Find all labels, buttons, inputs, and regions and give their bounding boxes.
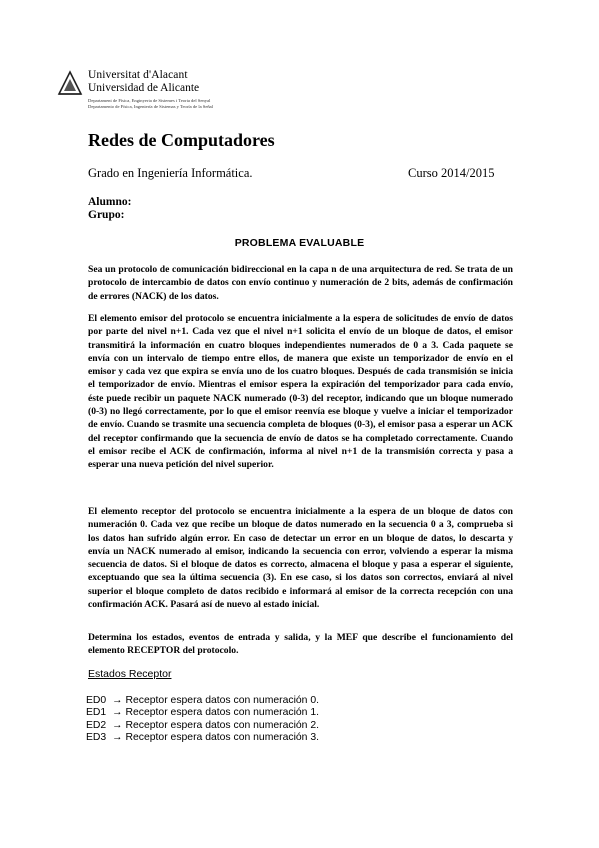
state-description: Receptor espera datos con numeración 1.	[125, 707, 319, 719]
department-name-valencian: Departament de Física, Enginyeria de Sistemes i Teoria del Senyal	[88, 98, 211, 103]
arrow-right-icon: →	[112, 719, 123, 731]
university-logo-icon	[57, 70, 83, 96]
arrow-right-icon: →	[112, 707, 123, 719]
list-item	[86, 732, 319, 744]
emitter-paragraph: El elemento emisor del protocolo se encuentra inicialmente a la espera de solicitudes de envío de datos por parte del nivel n+1. Cada vez que el nivel n+1 solicita el envío de un bloque de datos, el emisor transmitirá la información en cuatro bloques independientes numerados de 0 a 3. Cada paquete se envía con un intervalo de tiempo entre ellos, de manera que existe un temporizador de envío en el emisor y cada vez que expira se envía uno de los cuatro bloques. Después de cada transmisión se inicia el temporizador de envío. Mientras el emisor espera la expiración del temporizador para cada envío, éste puede recibir un paquete NACK numerado (0-3) del receptor, indicando que un bloque numerado (0-3) no llegó correctamente, por lo que el emisor reenvía ese bloque y vuelve a iniciar el temporizador de envío. Cuando se trasmite una secuencia completa de bloques (0-3), el emisor pasa a esperar un ACK del receptor confirmando que la secuencia de envío de datos se ha completado correctamente. Cuando el emisor recibe el ACK de confirmación, informa al nivel n+1 de la transmisión correcta y pasa a esperar una nueva petición del nivel superior.	[88, 313, 513, 471]
arrow-right-icon: →	[112, 731, 123, 743]
states-list	[86, 695, 319, 744]
intro-paragraph: Sea un protocolo de comunicación bidireccional en la capa n de una arquitectura de red. Se trata de un protocolo de intercambio de datos con envío continuo y numeración de 2 bits, además de confirmación de errores (NACK) de los datos.	[88, 264, 513, 302]
course-year-label: Curso 2014/2015	[408, 166, 495, 180]
task-paragraph: Determina los estados, eventos de entrada y salida, y la MEF que describe el funcionamiento del elemento RECEPTOR del protocolo.	[88, 632, 513, 657]
state-description: Receptor espera datos con numeración 2.	[125, 719, 319, 731]
list-item	[86, 695, 319, 707]
state-description: Receptor espera datos con numeración 3.	[125, 731, 319, 743]
states-heading: Estados Receptor	[88, 668, 172, 680]
list-item	[86, 720, 319, 732]
problem-heading: PROBLEMA EVALUABLE	[234, 237, 365, 249]
group-label: Grupo:	[88, 209, 125, 221]
state-code: ED2	[86, 719, 107, 731]
state-code: ED1	[86, 707, 107, 719]
student-label: Alumno:	[88, 196, 132, 208]
degree-label: Grado en Ingeniería Informática.	[88, 166, 253, 180]
receiver-paragraph: El elemento receptor del protocolo se encuentra inicialmente a la espera de un bloque de datos con numeración 0. Cada vez que recibe un bloque de datos numerado en la secuencia 0 a 3, comprueba si los datos han sufrido algún error. En caso de detectar un error en un bloque de datos, lo descarta y envía un NACK numerado al emisor, indicando la secuencia con error, volviendo a esperar la misma secuencia de datos. Si el bloque de datos es correcto, almacena el bloque y pasa a esperar el siguiente, exceptuando que sea la última secuencia (3). En ese caso, si los datos son correctos, enviará al nivel superior el bloque completo de datos recibido e informará al emisor de la correcta recepción con una confirmación ACK. Pasará así de nuevo al estado inicial.	[88, 506, 513, 611]
arrow-right-icon: →	[112, 695, 123, 706]
list-item	[86, 707, 319, 719]
state-code: ED3	[86, 731, 107, 743]
university-name-valencian: Universitat d'Alacant	[88, 69, 188, 81]
state-description: Receptor espera datos con numeración 0.	[125, 695, 319, 706]
state-code: ED0	[86, 695, 107, 706]
document-title: Redes de Computadores	[88, 130, 275, 150]
department-name-spanish: Departamento de Física, Ingeniería de Sistemas y Teoría de la Señal	[88, 104, 213, 109]
university-name-spanish: Universidad de Alicante	[88, 82, 200, 94]
